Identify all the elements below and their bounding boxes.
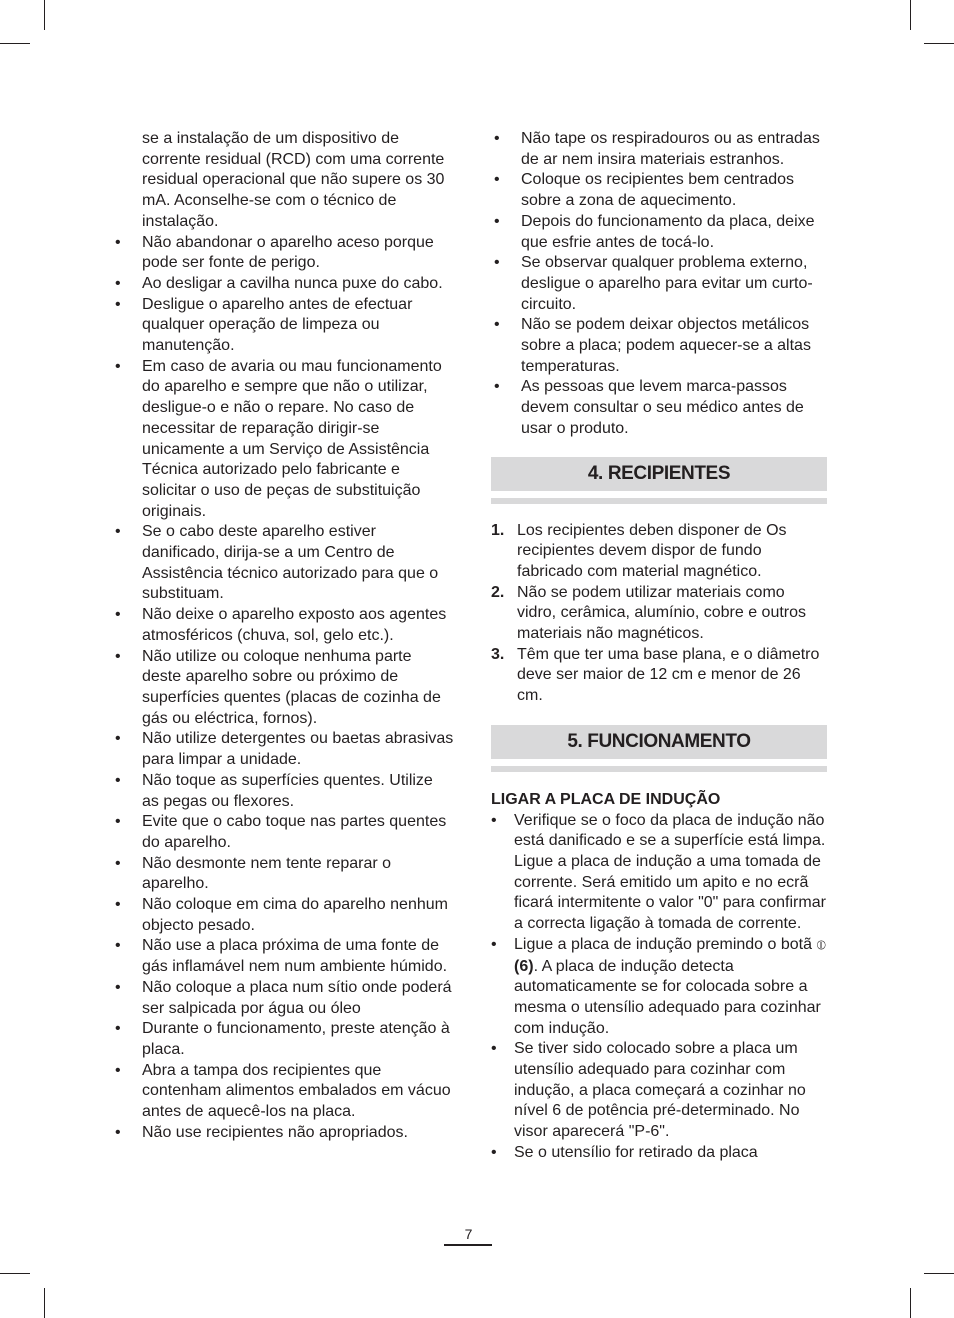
bullet-marker: •	[494, 254, 500, 272]
funcionamento-bullet-list	[491, 811, 827, 1164]
bullet-marker: •	[494, 171, 500, 189]
list-item	[112, 647, 454, 730]
list-item	[112, 357, 454, 523]
numbered-item	[491, 521, 827, 583]
bullet-marker: •	[115, 523, 121, 541]
bullet-marker: •	[115, 606, 121, 624]
item-text: Los recipientes deben disponer de Os recipientes devem dispor de fundo fabricado com material magnético.	[517, 521, 787, 580]
list-item-text: Não coloque a placa num sítio onde poderá ser salpicada por água ou óleo	[142, 978, 452, 1017]
list-item-text: Não desmonte nem tente reparar o aparelho.	[142, 854, 392, 893]
section-heading-funcionamento: 5. FUNCIONAMENTO	[491, 725, 827, 759]
item-number: 3.	[491, 645, 505, 663]
crop-mark	[0, 43, 30, 44]
list-item	[112, 522, 454, 605]
list-item-text: Coloque os recipientes bem centrados sobre a zona de aquecimento.	[521, 171, 795, 210]
list-item	[112, 1019, 454, 1060]
list-item-text: Não abandonar o aparelho aceso porque pode ser fonte de perigo.	[142, 233, 434, 272]
list-item	[491, 935, 827, 1040]
bullet-marker: •	[115, 1123, 121, 1141]
item-text: Têm que ter uma base plana, e o diâmetro deve ser maior de 12 cm e menor de 26 cm.	[517, 645, 820, 705]
list-item-text: Em caso de avaria ou mau funcionamento do aparelho e sempre que não o utilizar, desligue-o e não o repare. No caso de necessitar de reparação dirigir-se unicamente a um Serviço de Assistência Técnica autorizado pelo fabricante e solicitar o uso de peças de substituição originais.	[142, 357, 442, 520]
list-item	[491, 377, 827, 439]
list-item-text: Não se podem deixar objectos metálicos sobre a placa; podem aquecer-se a altas temperaturas.	[521, 316, 811, 375]
section-heading-recipientes: 4. RECIPIENTES	[491, 457, 827, 491]
crop-mark	[924, 1273, 954, 1274]
list-item	[112, 936, 454, 977]
list-item-text: . A placa de indução detecta automaticamente se for colocada sobre a mesma o utensílio adequado para cozinhar com indução.	[514, 957, 821, 1037]
button-reference: (6)	[514, 957, 534, 975]
list-item-text: Não utilize ou coloque nenhuma parte deste aparelho sobre ou próximo de superfícies quentes (placas de cozinha de gás ou eléctrica, fornos).	[142, 647, 441, 727]
bullet-marker: •	[491, 1040, 497, 1058]
power-symbol-icon: ⦶	[816, 937, 826, 953]
bullet-marker: •	[115, 771, 121, 789]
list-item-text: Não utilize detergentes ou baetas abrasivas para limpar a unidade.	[142, 730, 454, 769]
bullet-marker: •	[115, 295, 121, 313]
item-text: Não se podem utilizar materiais como vidro, cerâmica, alumínio, cobre e outros materiais não magnéticos.	[517, 583, 807, 643]
list-item-text: Não toque as superfícies quentes. Utilize as pegas ou flexores.	[142, 771, 433, 810]
list-item-text: Não deixe o aparelho exposto aos agentes atmosféricos (chuva, sol, gelo etc.).	[142, 606, 447, 644]
list-item-text: Se tiver sido colocado sobre a placa um utensílio adequado para cozinhar com indução, a placa começará a cozinhar no nível 6 de potência pré-determinado. No visor aparecerá "P-6".	[514, 1040, 806, 1141]
list-item	[491, 811, 827, 935]
list-item	[112, 1123, 454, 1144]
list-item-text: Não use recipientes não apropriados.	[142, 1123, 408, 1141]
bullet-marker: •	[115, 937, 121, 955]
recipientes-numbered-list	[491, 521, 827, 707]
list-item-text: Ligue a placa de indução premindo o botã	[514, 935, 812, 953]
crop-mark	[44, 1288, 45, 1318]
list-item-text: Verifique se o foco da placa de indução não está danificado e se a superfície está limpa. Ligue a placa de indução a uma tomada de corrente. Será emitido um apito e no ecrã ficará intermitente o valor "0" para confirmar a correcta ligação à tomada de corrente.	[514, 811, 826, 933]
list-item	[491, 170, 827, 211]
bullet-marker: •	[115, 357, 121, 375]
bullet-marker: •	[115, 978, 121, 996]
list-item	[112, 1061, 454, 1123]
list-item	[112, 895, 454, 936]
list-item-text: Não tape os respiradouros ou as entradas de ar nem insira materiais estranhos.	[521, 130, 820, 168]
continued-paragraph: se a instalação de um dispositivo de corrente residual (RCD) com uma corrente residual operacional que não supere os 30 mA. Aconselhe-se com o técnico de instalação.	[142, 130, 445, 230]
bullet-marker: •	[494, 212, 500, 230]
bullet-marker: •	[115, 1061, 121, 1079]
numbered-item	[491, 583, 827, 645]
bullet-marker: •	[115, 647, 121, 665]
list-item	[112, 854, 454, 895]
crop-mark	[0, 1273, 30, 1274]
list-item-text: Ao desligar a cavilha nunca puxe do cabo.	[142, 274, 443, 292]
list-item	[491, 1143, 827, 1164]
list-item	[112, 978, 454, 1019]
list-item	[112, 812, 454, 853]
bullet-marker: •	[115, 233, 121, 251]
bullet-marker: •	[115, 854, 121, 872]
list-item	[112, 274, 454, 295]
bullet-marker: •	[115, 274, 121, 292]
list-item	[491, 315, 827, 377]
bullet-marker: •	[494, 130, 500, 147]
list-item-text: Se observar qualquer problema externo, desligue o aparelho para evitar um curto-circuito.	[521, 254, 813, 313]
list-item	[112, 233, 454, 274]
bullet-marker: •	[491, 935, 497, 953]
crop-mark	[910, 1288, 911, 1318]
item-number: 1.	[491, 521, 505, 539]
list-item-text: Durante o funcionamento, preste atenção à placa.	[142, 1020, 450, 1058]
bullet-marker: •	[491, 811, 497, 829]
page-number-underline	[444, 1244, 492, 1246]
bullet-marker: •	[115, 730, 121, 748]
numbered-item	[491, 645, 827, 707]
list-item	[112, 729, 454, 770]
crop-mark	[44, 0, 45, 30]
bullet-marker: •	[494, 378, 500, 396]
bullet-marker: •	[491, 1143, 497, 1161]
subheading-ligar-placa: LIGAR A PLACA DE INDUÇÃO	[491, 790, 721, 808]
list-item	[491, 129, 827, 170]
safety-bullet-list-continued	[491, 129, 827, 440]
list-item-text: Não use a placa próxima de uma fonte de gás inflamável nem num ambiente húmido.	[142, 937, 448, 976]
list-item-text: Se o cabo deste aparelho estiver danificado, dirija-se a um Centro de Assistência técnico autorizado para que o substituam.	[142, 523, 439, 603]
list-item-text: Se o utensílio for retirado da placa	[514, 1143, 758, 1161]
bullet-marker: •	[115, 1020, 121, 1038]
crop-mark	[910, 0, 911, 30]
list-item-text: Abra a tampa dos recipientes que contenham alimentos embalados em vácuo antes de aquecê-los na placa.	[142, 1061, 451, 1121]
list-item	[491, 212, 827, 253]
list-item-text: Evite que o cabo toque nas partes quentes do aparelho.	[142, 813, 447, 851]
list-item-text: Desligue o aparelho antes de efectuar qualquer operação de limpeza ou manutenção.	[142, 295, 413, 355]
safety-bullet-list	[112, 233, 454, 1144]
item-number: 2.	[491, 583, 505, 601]
list-item	[112, 771, 454, 812]
list-item-text: As pessoas que levem marca-passos devem consultar o seu médico antes de usar o produto.	[521, 378, 804, 437]
right-column	[491, 129, 827, 1164]
page-number: 7	[464, 1226, 473, 1242]
list-item-text: Não coloque em cima do aparelho nenhum objecto pesado.	[142, 896, 448, 934]
list-item-text: Depois do funcionamento da placa, deixe que esfrie antes de tocá-lo.	[521, 212, 815, 251]
bullet-marker: •	[115, 813, 121, 831]
list-item	[112, 605, 454, 646]
list-item	[112, 295, 454, 357]
crop-mark	[924, 43, 954, 44]
left-column	[112, 129, 454, 1143]
bullet-marker: •	[494, 316, 500, 334]
list-item	[491, 253, 827, 315]
list-item	[491, 1039, 827, 1143]
bullet-marker: •	[115, 896, 121, 914]
